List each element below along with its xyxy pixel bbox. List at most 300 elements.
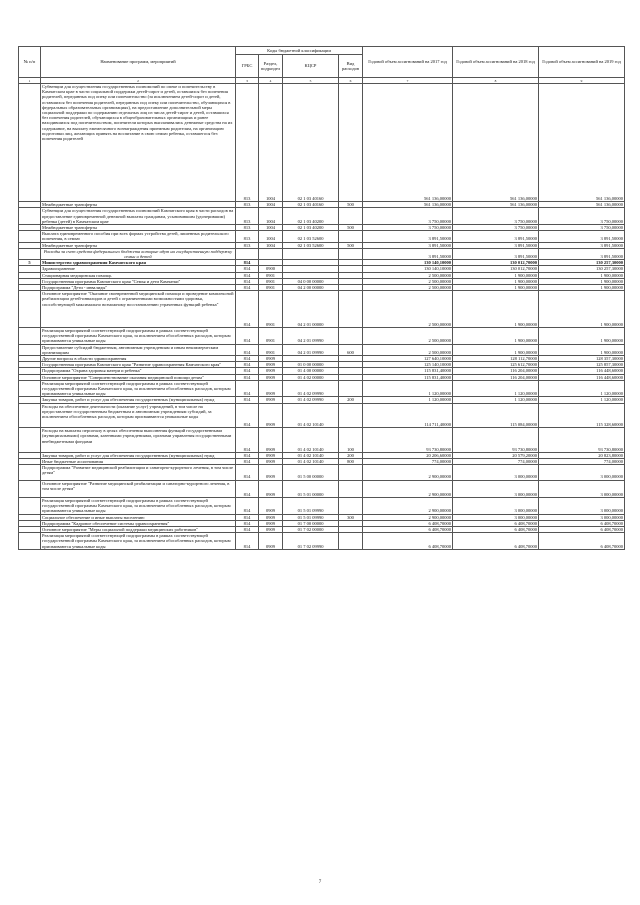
table-row bbox=[19, 374, 625, 380]
row-number bbox=[19, 291, 41, 328]
row-rzpr: 1004 bbox=[259, 208, 283, 225]
row-ksr: 04 2 01 09990 bbox=[283, 327, 339, 344]
budget-sheet bbox=[18, 46, 624, 550]
row-amount-2019: 128 357,30000 bbox=[539, 355, 625, 361]
row-amount-2017: 127 640,10000 bbox=[363, 355, 453, 361]
row-grbs: 814 bbox=[236, 344, 259, 355]
row-rzpr bbox=[259, 248, 283, 259]
row-grbs: 814 bbox=[236, 428, 259, 453]
row-name: Основное мероприятие "Развитие медицинской реабилитации и санаторно-курортного лечения, в том числе детям" bbox=[41, 480, 236, 497]
table-row bbox=[19, 344, 625, 355]
table-row bbox=[19, 291, 625, 328]
header-codes: Коды бюджетной классификации bbox=[236, 47, 363, 55]
row-vr: 300 bbox=[339, 514, 363, 520]
row-amount-2017: 6 408,70000 bbox=[363, 533, 453, 550]
row-ksr: 01 7 02 00000 bbox=[283, 526, 339, 532]
row-ksr: 04 2 01 09990 bbox=[283, 344, 339, 355]
row-vr bbox=[339, 248, 363, 259]
row-grbs: 813 bbox=[236, 225, 259, 231]
row-name: Государственная программа Камчатского края "Семья и дети Камчатки" bbox=[41, 278, 236, 284]
row-amount-2019: 1 900,00000 bbox=[539, 344, 625, 355]
page-number: 7 bbox=[318, 880, 322, 885]
row-ksr: 01 5 01 09990 bbox=[283, 497, 339, 514]
row-rzpr: 0909 bbox=[259, 428, 283, 453]
row-number bbox=[19, 403, 41, 428]
row-amount-2018: 1 900,00000 bbox=[453, 327, 539, 344]
row-name: Здравоохранение bbox=[41, 266, 236, 272]
row-vr: 200 bbox=[339, 452, 363, 458]
row-amount-2017: 774,00000 bbox=[363, 458, 453, 464]
col-number: 3 bbox=[236, 78, 259, 84]
table-row bbox=[19, 208, 625, 225]
row-number bbox=[19, 327, 41, 344]
row-grbs: 814 bbox=[236, 374, 259, 380]
row-amount-2018: 6 408,70000 bbox=[453, 520, 539, 526]
row-amount-2018: 116 204,00000 bbox=[453, 368, 539, 374]
row-amount-2018: 3 750,00000 bbox=[453, 208, 539, 225]
header-ksr: КЦСР bbox=[283, 55, 339, 78]
row-amount-2018: 561 136,00000 bbox=[453, 84, 539, 202]
col-number: 4 bbox=[259, 78, 283, 84]
table-row bbox=[19, 514, 625, 520]
budget-table bbox=[18, 46, 625, 550]
row-amount-2018: 1 900,00000 bbox=[453, 285, 539, 291]
row-amount-2019: 561 136,00000 bbox=[539, 202, 625, 208]
row-amount-2017: 1 120,00000 bbox=[363, 397, 453, 403]
row-amount-2017: 125 140,10000 bbox=[363, 362, 453, 368]
table-row bbox=[19, 497, 625, 514]
row-amount-2017: 20 206,60000 bbox=[363, 452, 453, 458]
row-grbs: 813 bbox=[236, 84, 259, 202]
row-amount-2019: 6 408,70000 bbox=[539, 520, 625, 526]
row-amount-2019: 561 136,00000 bbox=[539, 84, 625, 202]
table-row bbox=[19, 362, 625, 368]
row-amount-2018: 1 120,00000 bbox=[453, 397, 539, 403]
row-vr: 500 bbox=[339, 202, 363, 208]
row-ksr: 01 4 02 09990 bbox=[283, 380, 339, 397]
row-amount-2018: 3 000,00000 bbox=[453, 480, 539, 497]
row-rzpr: 0909 bbox=[259, 380, 283, 397]
row-amount-2019: 6 408,70000 bbox=[539, 533, 625, 550]
row-amount-2019: 93 730,80000 bbox=[539, 428, 625, 453]
row-amount-2017: 561 136,00000 bbox=[363, 84, 453, 202]
row-amount-2019: 774,00000 bbox=[539, 458, 625, 464]
row-vr: 500 bbox=[339, 242, 363, 248]
row-amount-2017: 2 500,00000 bbox=[363, 285, 453, 291]
row-amount-2018: 93 730,80000 bbox=[453, 428, 539, 453]
row-amount-2019: 1 120,00000 bbox=[539, 397, 625, 403]
row-name: Стационарная медицинская помощь bbox=[41, 272, 236, 278]
row-ksr: 01 4 02 10140 bbox=[283, 428, 339, 453]
row-grbs: 813 bbox=[236, 202, 259, 208]
row-vr bbox=[339, 480, 363, 497]
row-ksr: 01 4 02 09990 bbox=[283, 397, 339, 403]
row-grbs: 814 bbox=[236, 272, 259, 278]
row-amount-2018: 3 000,00000 bbox=[453, 514, 539, 520]
row-rzpr: 0909 bbox=[259, 452, 283, 458]
row-vr: 800 bbox=[339, 458, 363, 464]
row-name: Иные бюджетные ассигнования bbox=[41, 458, 236, 464]
row-number bbox=[19, 208, 41, 225]
row-amount-2018: 1 900,00000 bbox=[453, 272, 539, 278]
row-grbs: 813 bbox=[236, 231, 259, 242]
row-amount-2017: 130 140,10000 bbox=[363, 266, 453, 272]
row-amount-2017: 2 500,00000 bbox=[363, 272, 453, 278]
row-amount-2017: 115 831,40000 bbox=[363, 374, 453, 380]
row-amount-2017: 130 140,10000 bbox=[363, 260, 453, 266]
row-rzpr: 0909 bbox=[259, 368, 283, 374]
header-grbs: ГРБС bbox=[236, 55, 259, 78]
row-name: Реализация мероприятий соответствующей подпрограммы в рамках соответствующей государственной программы Камчатского края, за исключением обособленных расходов, которым присваиваются уникальные коды bbox=[41, 380, 236, 397]
header-num: № п/п bbox=[19, 47, 41, 78]
row-amount-2017: 2 900,00000 bbox=[363, 465, 453, 480]
table-row bbox=[19, 278, 625, 284]
row-name: Основное мероприятие "Меры социальной поддержки медицинских работников" bbox=[41, 526, 236, 532]
row-rzpr: 0909 bbox=[259, 458, 283, 464]
table-row bbox=[19, 526, 625, 532]
row-amount-2017: 2 500,00000 bbox=[363, 327, 453, 344]
row-name: Закупка товаров, работ и услуг для обеспечения государственных (муниципальных) нужд bbox=[41, 397, 236, 403]
row-amount-2019: 3 891,50000 bbox=[539, 231, 625, 242]
row-grbs: 814 bbox=[236, 497, 259, 514]
row-number: 5 bbox=[19, 260, 41, 266]
row-amount-2017: 3 891,50000 bbox=[363, 242, 453, 248]
row-amount-2019: 1 900,00000 bbox=[539, 291, 625, 328]
row-vr: 600 bbox=[339, 344, 363, 355]
row-grbs: 814 bbox=[236, 458, 259, 464]
row-amount-2017: 3 750,00000 bbox=[363, 208, 453, 225]
row-amount-2019: 1 900,00000 bbox=[539, 327, 625, 344]
row-vr bbox=[339, 380, 363, 397]
row-vr bbox=[339, 291, 363, 328]
row-grbs: 814 bbox=[236, 278, 259, 284]
row-ksr: 02 1 03 52600 bbox=[283, 242, 339, 248]
row-amount-2017: 115 831,40000 bbox=[363, 368, 453, 374]
row-grbs: 814 bbox=[236, 533, 259, 550]
row-amount-2017: 2 500,00000 bbox=[363, 278, 453, 284]
row-rzpr: 0909 bbox=[259, 480, 283, 497]
row-grbs: 814 bbox=[236, 380, 259, 397]
row-ksr: 04 2 01 00000 bbox=[283, 291, 339, 328]
row-amount-2019: 6 408,70000 bbox=[539, 526, 625, 532]
row-amount-2017: 3 750,00000 bbox=[363, 225, 453, 231]
row-ksr: 04 0 00 00000 bbox=[283, 278, 339, 284]
row-name: Подпрограмма "Охрана здоровья матери и ребенка" bbox=[41, 368, 236, 374]
row-grbs bbox=[236, 248, 259, 259]
row-amount-2018: 774,00000 bbox=[453, 458, 539, 464]
header-name: Наименование программ, мероприятий bbox=[41, 47, 236, 78]
row-name: Подпрограмма "Дети - инвалиды" bbox=[41, 285, 236, 291]
row-rzpr: 0909 bbox=[259, 514, 283, 520]
row-rzpr: 1004 bbox=[259, 84, 283, 202]
row-name: Расходы на обеспечение деятельности (оказание услуг) учреждений, в том числе на предоставление государственным бюджетным и автономным учреждениям субсидий, за исключением обособленных расходов, которым присваиваются уникальные коды bbox=[41, 403, 236, 428]
row-amount-2018: 3 891,50000 bbox=[453, 248, 539, 259]
row-ksr: 01 5 01 00000 bbox=[283, 480, 339, 497]
row-amount-2018: 130 012,70000 bbox=[453, 266, 539, 272]
row-amount-2017: 2 900,00000 bbox=[363, 480, 453, 497]
row-amount-2018: 3 750,00000 bbox=[453, 225, 539, 231]
row-ksr: 02 1 03 40160 bbox=[283, 202, 339, 208]
row-name: Основное мероприятие "Оказание своевременной медицинской помощи и проведение комплексной реабилитации детей-инвалидов и детей с ограниченными возможностями здоровья, способствующей максимально возможному восстановлению утраченных функций ребенка" bbox=[41, 291, 236, 328]
row-amount-2019: 3 750,00000 bbox=[539, 208, 625, 225]
row-amount-2018: 3 891,50000 bbox=[453, 242, 539, 248]
row-name: Государственная программа Камчатского края "Развитие здравоохранения Камчатского края" bbox=[41, 362, 236, 368]
row-vr: 200 bbox=[339, 397, 363, 403]
table-row bbox=[19, 520, 625, 526]
row-amount-2019: 3 000,00000 bbox=[539, 514, 625, 520]
row-amount-2017: 2 500,00000 bbox=[363, 291, 453, 328]
row-name: Подпрограмма "Развитие медицинской реабилитации и санаторно-курортного лечения, в том числе детям" bbox=[41, 465, 236, 480]
row-ksr bbox=[283, 248, 339, 259]
row-ksr: 02 1 03 52600 bbox=[283, 231, 339, 242]
col-number: 7 bbox=[363, 78, 453, 84]
row-number bbox=[19, 248, 41, 259]
table-row bbox=[19, 480, 625, 497]
row-amount-2018: 3 000,00000 bbox=[453, 465, 539, 480]
row-vr bbox=[339, 208, 363, 225]
row-ksr: 01 0 00 00000 bbox=[283, 362, 339, 368]
row-grbs: 814 bbox=[236, 362, 259, 368]
col-number: 6 bbox=[339, 78, 363, 84]
row-amount-2018: 6 408,70000 bbox=[453, 533, 539, 550]
row-amount-2018: 128 112,70000 bbox=[453, 355, 539, 361]
row-grbs: 814 bbox=[236, 327, 259, 344]
table-row bbox=[19, 84, 625, 202]
table-row bbox=[19, 465, 625, 480]
row-rzpr: 0909 bbox=[259, 403, 283, 428]
row-ksr: 01 4 02 00000 bbox=[283, 374, 339, 380]
row-name: Выплата единовременного пособия при всех формах устройства детей, лишенных родительского попечения, в семью bbox=[41, 231, 236, 242]
row-number bbox=[19, 533, 41, 550]
row-vr bbox=[339, 231, 363, 242]
row-amount-2019: 3 750,00000 bbox=[539, 225, 625, 231]
row-ksr: 02 1 03 40160 bbox=[283, 84, 339, 202]
row-amount-2019: 3 000,00000 bbox=[539, 465, 625, 480]
row-amount-2017: 2 900,00000 bbox=[363, 514, 453, 520]
col-number: 8 bbox=[453, 78, 539, 84]
row-rzpr: 1004 bbox=[259, 202, 283, 208]
row-amount-2017: 2 900,00000 bbox=[363, 497, 453, 514]
row-amount-2019: 1 900,00000 bbox=[539, 272, 625, 278]
row-amount-2018: 115 084,00000 bbox=[453, 403, 539, 428]
row-name: Расходы за счет средств федерального бюджета которые идут на государственную поддержку семьи и детей bbox=[41, 248, 236, 259]
row-name: Межбюджетные трансферты bbox=[41, 202, 236, 208]
row-rzpr: 0909 bbox=[259, 355, 283, 361]
row-grbs: 814 bbox=[236, 403, 259, 428]
row-name: Реализация мероприятий соответствующей подпрограммы в рамках соответствующей государственной программы Камчатского края, за исключением обособленных расходов, которым присваиваются уникальные коды bbox=[41, 497, 236, 514]
row-amount-2018: 561 136,00000 bbox=[453, 202, 539, 208]
row-amount-2018: 6 408,70000 bbox=[453, 526, 539, 532]
row-name: Министерство здравоохранения Камчатского края bbox=[41, 260, 236, 266]
row-amount-2019: 115 328,60000 bbox=[539, 403, 625, 428]
row-amount-2019: 116 448,60000 bbox=[539, 368, 625, 374]
row-rzpr: 0909 bbox=[259, 520, 283, 526]
row-name: Межбюджетные трансферты bbox=[41, 242, 236, 248]
row-rzpr: 0900 bbox=[259, 266, 283, 272]
row-ksr: 01 7 00 00000 bbox=[283, 520, 339, 526]
row-grbs: 814 bbox=[236, 266, 259, 272]
row-amount-2018: 1 900,00000 bbox=[453, 291, 539, 328]
row-vr bbox=[339, 465, 363, 480]
row-amount-2017: 6 408,70000 bbox=[363, 520, 453, 526]
row-number bbox=[19, 497, 41, 514]
row-number bbox=[19, 428, 41, 453]
row-grbs: 814 bbox=[236, 355, 259, 361]
row-amount-2017: 3 891,50000 bbox=[363, 231, 453, 242]
row-rzpr: 0909 bbox=[259, 397, 283, 403]
table-row bbox=[19, 428, 625, 453]
row-grbs: 814 bbox=[236, 368, 259, 374]
row-rzpr: 0901 bbox=[259, 344, 283, 355]
row-rzpr: 0901 bbox=[259, 327, 283, 344]
row-grbs: 814 bbox=[236, 514, 259, 520]
row-name: Реализация мероприятий соответствующей подпрограммы в рамках соответствующей государственной программы Камчатского края, за исключением обособленных расходов, которым присваиваются уникальные коды bbox=[41, 533, 236, 550]
header-vr: Вид расходов bbox=[339, 55, 363, 78]
table-row bbox=[19, 403, 625, 428]
row-grbs: 814 bbox=[236, 397, 259, 403]
table-row bbox=[19, 327, 625, 344]
row-rzpr: 1004 bbox=[259, 242, 283, 248]
row-amount-2019: 3 000,00000 bbox=[539, 497, 625, 514]
row-rzpr: 0901 bbox=[259, 278, 283, 284]
header-rzpr: Раздел, подраздел bbox=[259, 55, 283, 78]
row-ksr: 04 2 00 00000 bbox=[283, 285, 339, 291]
row-number bbox=[19, 480, 41, 497]
row-amount-2018: 3 891,50000 bbox=[453, 231, 539, 242]
row-amount-2019: 1 120,00000 bbox=[539, 380, 625, 397]
row-ksr: 01 4 00 00000 bbox=[283, 368, 339, 374]
header-2019: Годовой объем ассигнований на 2019 год bbox=[539, 47, 625, 78]
row-amount-2018: 1 120,00000 bbox=[453, 380, 539, 397]
row-name: Социальное обеспечение и иные выплаты населению bbox=[41, 514, 236, 520]
row-name: Субвенции для осуществления государственных полномочий по опеке и попечительству в Камчатском крае в части социальной поддержки детей-сирот и детей, оставшихся без попечения родителей, переданных под опеку или попечительство (за исключением детей-сирот и детей, оставшихся без попечения родителей, переданных под опеку или попечительство, обучающихся в федеральных образовательных организациях), на предоставление дополнительной меры социальной поддержки по содержанию отдельных лиц из числа детей-сирот и детей, оставшихся без попечения родителей, обучающихся в общеобразовательных организациях и ранее находившихся под попечительством, попечители которых выплачивались денежные средства на их содержание, на выплату ежемесячного вознаграждения приемным родителям, на организацию подготовки лиц, желающих принять на воспитание в свою семью ребенка, оставшегося без попечения родителей bbox=[41, 84, 236, 202]
row-rzpr: 0909 bbox=[259, 533, 283, 550]
row-number bbox=[19, 465, 41, 480]
table-row bbox=[19, 397, 625, 403]
table-row bbox=[19, 533, 625, 550]
col-number: 5 bbox=[283, 78, 339, 84]
row-ksr: 01 5 01 09990 bbox=[283, 514, 339, 520]
row-vr bbox=[339, 403, 363, 428]
row-vr bbox=[339, 84, 363, 202]
row-name: Межбюджетные трансферты bbox=[41, 225, 236, 231]
row-number bbox=[19, 380, 41, 397]
col-number: 2 bbox=[41, 78, 236, 84]
table-row bbox=[19, 380, 625, 397]
table-row bbox=[19, 368, 625, 374]
row-name: Расходы на выплаты персоналу в целях обеспечения выполнения функций государственными (муниципальными) органами, казенными учреждениями, органами управления государственными внебюджетными фондами bbox=[41, 428, 236, 453]
row-name: Субвенции для осуществления государственных полномочий Камчатского края в части расходов на предоставление единовременной денежной выплаты гражданам, усыновившим (удочерившим) ребенка (детей) в Камчатском крае bbox=[41, 208, 236, 225]
row-ksr: 02 1 03 40200 bbox=[283, 225, 339, 231]
row-amount-2017: 3 891,50000 bbox=[363, 248, 453, 259]
row-name: Реализация мероприятий соответствующей подпрограммы в рамках соответствующей государственной программы Камчатского края, за исключением обособленных расходов, которым присваиваются уникальные коды bbox=[41, 327, 236, 344]
row-ksr: 02 1 03 40200 bbox=[283, 208, 339, 225]
row-amount-2017: 6 408,70000 bbox=[363, 526, 453, 532]
row-amount-2018: 1 900,00000 bbox=[453, 278, 539, 284]
row-rzpr: 0901 bbox=[259, 291, 283, 328]
row-grbs: 814 bbox=[236, 452, 259, 458]
row-amount-2019: 130 257,30000 bbox=[539, 260, 625, 266]
row-ksr: 01 4 02 10140 bbox=[283, 403, 339, 428]
header-2017: Годовой объем ассигнований на 2017 год bbox=[363, 47, 453, 78]
row-number bbox=[19, 344, 41, 355]
row-rzpr: 0901 bbox=[259, 272, 283, 278]
col-number: 1 bbox=[19, 78, 41, 84]
row-grbs: 814 bbox=[236, 526, 259, 532]
row-amount-2019: 3 891,50000 bbox=[539, 242, 625, 248]
row-rzpr: 0909 bbox=[259, 526, 283, 532]
row-rzpr: 1004 bbox=[259, 231, 283, 242]
row-ksr: 01 4 02 10140 bbox=[283, 458, 339, 464]
row-amount-2019: 1 900,00000 bbox=[539, 285, 625, 291]
row-amount-2019: 3 891,50000 bbox=[539, 248, 625, 259]
row-rzpr: 0909 bbox=[259, 465, 283, 480]
row-grbs: 814 bbox=[236, 291, 259, 328]
row-grbs: 813 bbox=[236, 242, 259, 248]
row-name: Предоставление субсидий бюджетным, автономным учреждениям и иным некоммерческим организациям bbox=[41, 344, 236, 355]
row-amount-2018: 1 900,00000 bbox=[453, 344, 539, 355]
row-number bbox=[19, 84, 41, 202]
row-vr bbox=[339, 327, 363, 344]
row-amount-2019: 3 000,00000 bbox=[539, 480, 625, 497]
row-amount-2019: 20 823,80000 bbox=[539, 452, 625, 458]
row-rzpr: 0909 bbox=[259, 374, 283, 380]
row-name: Основное мероприятие "Совершенствование оказания медицинской помощи детям" bbox=[41, 374, 236, 380]
row-number bbox=[19, 231, 41, 242]
row-amount-2017: 114 711,40000 bbox=[363, 403, 453, 428]
row-rzpr: 0901 bbox=[259, 285, 283, 291]
row-amount-2019: 130 257,30000 bbox=[539, 266, 625, 272]
row-amount-2019: 125 857,30000 bbox=[539, 362, 625, 368]
table-row bbox=[19, 452, 625, 458]
header-2018: Годовой объем ассигнований на 2018 год bbox=[453, 47, 539, 78]
row-amount-2018: 20 579,20000 bbox=[453, 452, 539, 458]
row-grbs: 814 bbox=[236, 520, 259, 526]
row-amount-2018: 125 612,70000 bbox=[453, 362, 539, 368]
table-row bbox=[19, 248, 625, 259]
row-name: Подпрограмма "Кадровое обеспечение системы здравоохранения" bbox=[41, 520, 236, 526]
row-amount-2018: 116 204,00000 bbox=[453, 374, 539, 380]
row-vr: 500 bbox=[339, 225, 363, 231]
row-amount-2018: 130 012,70000 bbox=[453, 260, 539, 266]
row-vr bbox=[339, 533, 363, 550]
row-ksr: 01 7 02 09990 bbox=[283, 533, 339, 550]
row-amount-2019: 1 900,00000 bbox=[539, 278, 625, 284]
row-name: Закупка товаров, работ и услуг для обеспечения государственных (муниципальных) нужд bbox=[41, 452, 236, 458]
row-vr: 100 bbox=[339, 428, 363, 453]
row-amount-2018: 3 000,00000 bbox=[453, 497, 539, 514]
row-amount-2017: 93 730,80000 bbox=[363, 428, 453, 453]
row-grbs: 814 bbox=[236, 260, 259, 266]
row-rzpr: 0909 bbox=[259, 362, 283, 368]
row-ksr: 01 5 00 00000 bbox=[283, 465, 339, 480]
row-amount-2017: 561 136,00000 bbox=[363, 202, 453, 208]
col-number: 9 bbox=[539, 78, 625, 84]
table-row bbox=[19, 231, 625, 242]
row-grbs: 813 bbox=[236, 208, 259, 225]
row-ksr: 01 4 02 10140 bbox=[283, 452, 339, 458]
row-grbs: 814 bbox=[236, 480, 259, 497]
row-grbs: 814 bbox=[236, 285, 259, 291]
row-rzpr: 0909 bbox=[259, 497, 283, 514]
row-name: Другие вопросы в области здравоохранения bbox=[41, 355, 236, 361]
row-grbs: 814 bbox=[236, 465, 259, 480]
row-rzpr: 1004 bbox=[259, 225, 283, 231]
row-vr bbox=[339, 497, 363, 514]
row-amount-2019: 116 448,60000 bbox=[539, 374, 625, 380]
row-amount-2017: 1 120,00000 bbox=[363, 380, 453, 397]
row-amount-2017: 2 500,00000 bbox=[363, 344, 453, 355]
